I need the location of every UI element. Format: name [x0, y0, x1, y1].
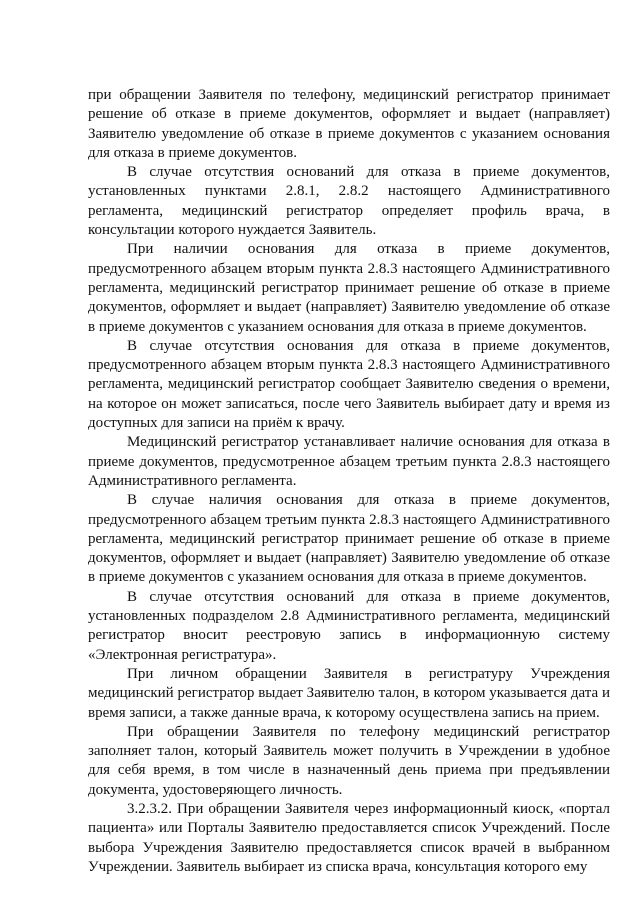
paragraph: В случае отсутствия оснований для отказа в приеме документов, установленных пунктами 2.8.1, 2.8.2 настоящего Административного регламента, медицинский регистратор определяет профиль врача, в консультации которого нуждается Заявитель.	[88, 164, 610, 239]
paragraph: При наличии основания для отказа в приеме документов, предусмотренного абзацем вторым пункта 2.8.3 настоящего Административного регламента, медицинский регистратор принимает решение об отказе в приеме документов, оформляет и выдает (направляет) Заявителю уведомление об отказе в приеме документов с указанием основания для отказа в приеме документов.	[88, 241, 610, 335]
paragraph-continuation: при обращении Заявителя по телефону, медицинский регистратор принимает решение об отказе в приеме документов, оформляет и выдает (направляет) Заявителю уведомление об отказе в приеме документов с указанием основания для отказа в приеме документов.	[88, 87, 610, 161]
paragraph: 3.2.3.2. При обращении Заявителя через информационный киоск, «портал пациента» или Порталы Заявителю предоставляется список Учреждений. После выбора Учреждения Заявителю предоставляется список врачей в выбранном Учреждении. Заявитель выбирает из списка врача, консультация которого ему	[88, 800, 610, 875]
paragraph: В случае отсутствия оснований для отказа в приеме документов, установленных подразделом 2.8 Административного регламента, медицинский регистратор вносит реестровую запись в информационную систему «Электронная регистратура».	[88, 588, 610, 663]
paragraph: Медицинский регистратор устанавливает наличие основания для отказа в приеме документов, предусмотренное абзацем третьим пункта 2.8.3 настоящего Административного регламента.	[88, 434, 610, 489]
document-body	[88, 86, 610, 877]
paragraph: В случае наличия основания для отказа в приеме документов, предусмотренного абзацем третьим пункта 2.8.3 настоящего Административного регламента, медицинский регистратор принимает решение об отказе в приеме документов, оформляет и выдает (направляет) Заявителю уведомление об отказе в приеме документов с указанием основания для отказа в приеме документов.	[88, 492, 610, 586]
paragraph: При личном обращении Заявителя в регистратуру Учреждения медицинский регистратор выдает Заявителю талон, в котором указывается дата и время записи, а также данные врача, к которому осуществлена запись на прием.	[88, 665, 610, 721]
paragraph: При обращении Заявителя по телефону медицинский регистратор заполняет талон, который Заявитель может получить в Учреждении в удобное для себя время, в том числе в назначенный день приема при предъявлении документа, удостоверяющего личность.	[88, 723, 610, 798]
paragraph: В случае отсутствия основания для отказа в приеме документов, предусмотренного абзацем вторым пункта 2.8.3 настоящего Административного регламента, медицинский регистратор сообщает Заявителю сведения о времени, на которое он может записаться, после чего Заявитель выбирает дату и время из доступных для записи на приём к врачу.	[88, 337, 610, 432]
